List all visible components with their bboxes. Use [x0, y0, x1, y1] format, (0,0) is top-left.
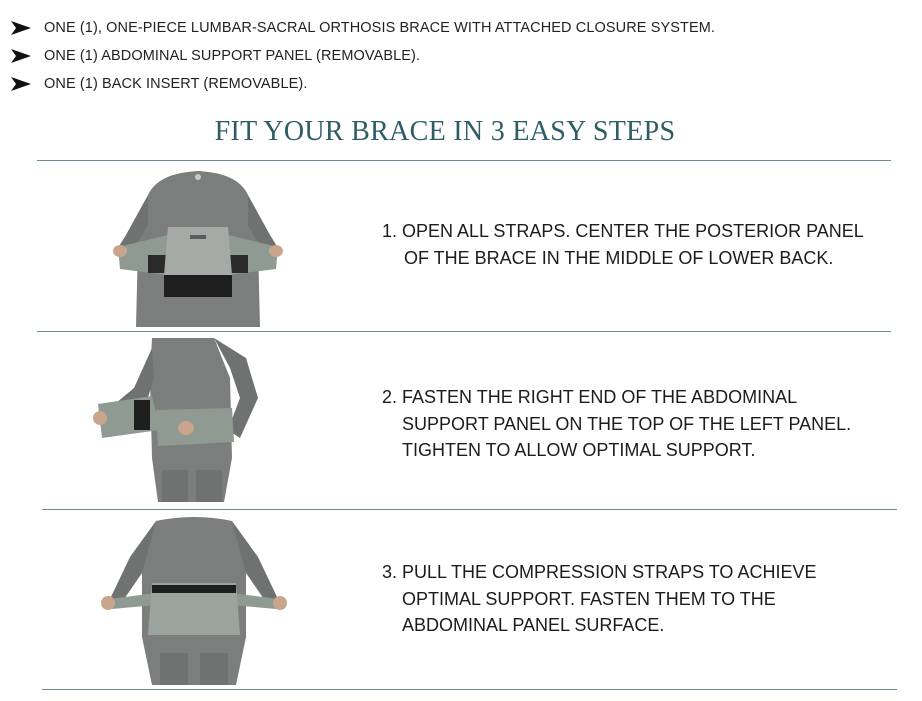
step-1-text [382, 218, 864, 271]
list-item [10, 70, 715, 98]
step-2-line-1: 2. FASTEN THE RIGHT END OF THE ABDOMINAL [382, 387, 798, 407]
contents-list [10, 14, 715, 98]
step-3-text [382, 559, 816, 639]
step-3-line-3: ABDOMINAL PANEL SURFACE. [402, 615, 665, 635]
step-3-illustration [96, 517, 292, 685]
divider [42, 509, 897, 510]
step-2-text [382, 384, 851, 464]
step-1-line-1: 1. OPEN ALL STRAPS. CENTER THE POSTERIOR PANEL [382, 221, 864, 241]
arrow-bullet-icon [10, 76, 32, 92]
divider [37, 160, 891, 161]
list-item-text: ONE (1) BACK INSERT (REMOVABLE). [44, 76, 308, 92]
step-3-line-1: 3. PULL THE COMPRESSION STRAPS TO ACHIEVE [382, 562, 817, 582]
list-item-text: ONE (1), ONE-PIECE LUMBAR-SACRAL ORTHOSIS BRACE WITH ATTACHED CLOSURE SYSTEM. [44, 20, 716, 36]
step-3-line-2: OPTIMAL SUPPORT. FASTEN THEM TO THE [402, 588, 776, 609]
step-1-line-2: OF THE BRACE IN THE MIDDLE OF LOWER BACK. [404, 247, 834, 268]
step-2-illustration [90, 338, 270, 502]
page-title: FIT YOUR BRACE IN 3 EASY STEPS [214, 116, 676, 147]
list-item [10, 42, 715, 70]
divider [37, 331, 891, 332]
step-2-line-2: SUPPORT PANEL ON THE TOP OF THE LEFT PANEL. [402, 413, 852, 434]
step-2-line-3: TIGHTEN TO ALLOW OPTIMAL SUPPORT. [402, 440, 756, 460]
list-item [10, 14, 715, 42]
list-item-text: ONE (1) ABDOMINAL SUPPORT PANEL (REMOVABLE). [44, 48, 421, 64]
step-1-illustration [108, 165, 288, 327]
arrow-bullet-icon [10, 20, 32, 36]
divider [42, 689, 897, 690]
arrow-bullet-icon [10, 48, 32, 64]
